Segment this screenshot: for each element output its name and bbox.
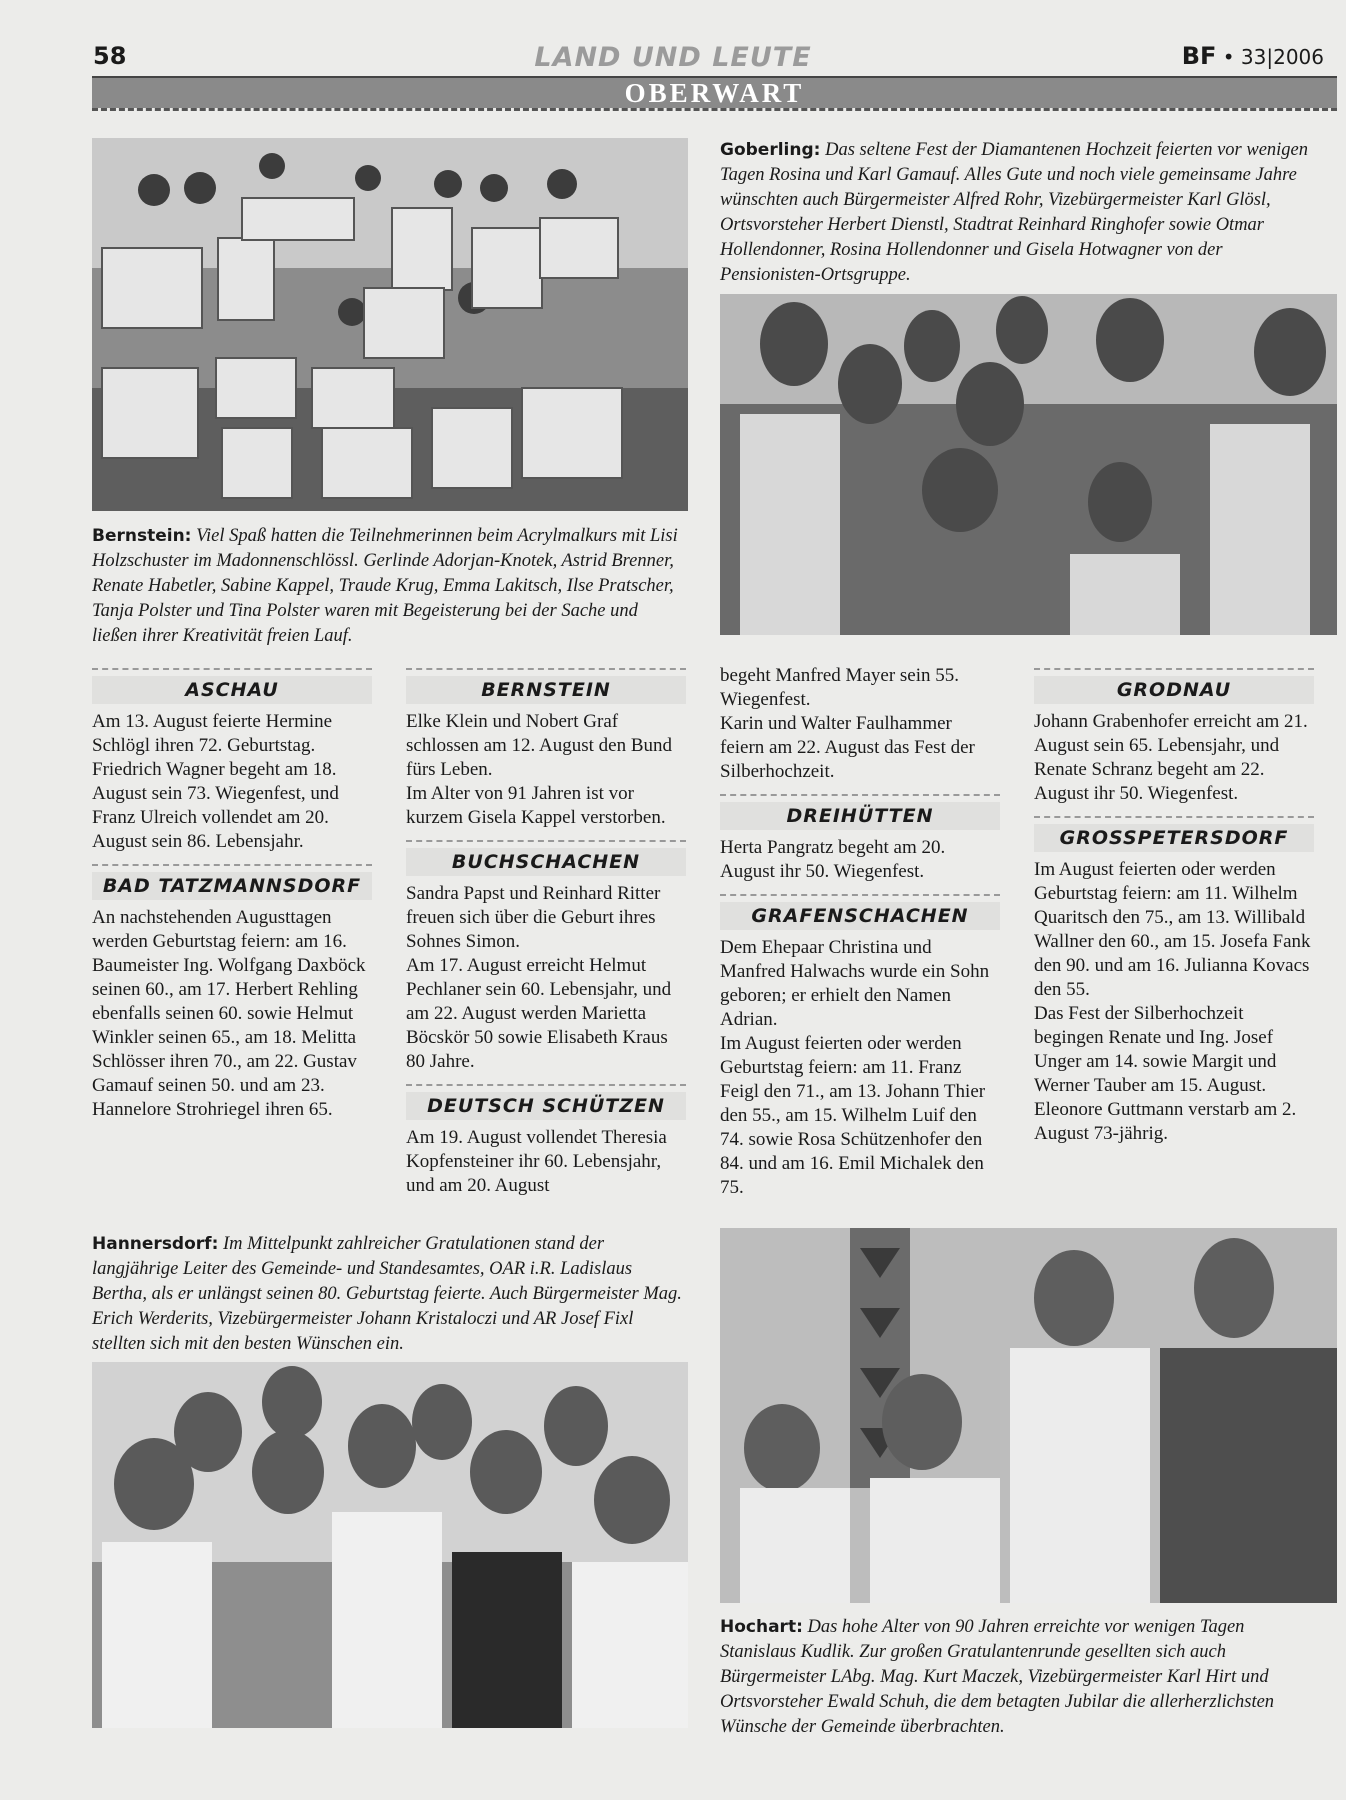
caption-place: Hannersdorf:	[92, 1234, 219, 1254]
paragraph: Im August feierten oder werden Geburtstag feiern: am 11. Franz Feigl den 71., am 13. Johann Thier den 55., am 15. Wilhelm Luif den 74. sowie Rosa Schützenhofer den 84. und am 16. Emil Michalek den 75.	[720, 1033, 986, 1198]
region-bar	[92, 76, 1337, 108]
caption-place: Goberling:	[720, 140, 821, 160]
issue-number: 33|2006	[1240, 45, 1324, 69]
heading-dreihuetten	[720, 794, 1000, 830]
photo-hochart	[720, 1228, 1337, 1603]
header-divider	[92, 108, 1337, 111]
paragraph: Sandra Papst und Reinhard Ritter freuen sich über die Geburt ihres Sohnes Simon.	[406, 883, 661, 952]
paragraph: begeht Manfred Mayer sein 55. Wiegenfest.	[720, 665, 960, 710]
caption-place: Hochart:	[720, 1617, 803, 1637]
heading-grodnau	[1034, 668, 1314, 704]
photo-hannersdorf	[92, 1362, 688, 1728]
section-title: LAND UND LEUTE	[534, 42, 812, 73]
heading-text: BUCHSCHACHEN	[406, 848, 686, 876]
caption-hannersdorf	[92, 1232, 682, 1357]
paragraph: Dem Ehepaar Christina und Manfred Halwachs wurde ein Sohn geboren; er erhielt den Namen Adrian.	[720, 937, 990, 1030]
heading-grafenschachen	[720, 894, 1000, 930]
paragraph: Eleonore Guttmann verstarb am 2. August 73-jährig.	[1034, 1099, 1297, 1144]
paragraph: Friedrich Wagner begeht am 18. August sein 73. Wiegenfest, und Franz Ulreich vollendet am 20. August sein 86. Lebensjahr.	[92, 759, 339, 852]
heading-bad-tatzmannsdorf	[92, 864, 372, 900]
paragraph: An nachstehenden Augusttagen werden Geburtstag feiern: am 16. Baumeister Ing. Wolfgang Daxböck seinen 60., am 17. Herbert Rehling ebenfalls seinen 60. sowie Helmut Winkler seinen 65., am 18. Melitta Schlösser ihren 70., am 22. Gustav Gamauf seinen 50. und am 23. Hannelore Strohriegel ihren 65.	[92, 907, 366, 1120]
caption-hochart	[720, 1615, 1320, 1740]
heading-aschau	[92, 668, 372, 704]
photo-hochart-image	[720, 1228, 1337, 1603]
heading-text: DREIHÜTTEN	[720, 802, 1000, 830]
column-3	[720, 664, 1000, 1200]
heading-grosspetersdorf	[1034, 816, 1314, 852]
caption-text: Viel Spaß hatten die Teilnehmerinnen beim Acrylmalkurs mit Lisi Holzschuster im Madonnenschlössl. Gerlinde Adorjan-Knotek, Astrid Brenner, Renate Habetler, Sabine Kappel, Traude Krug, Emma Lakitsch, Ilse Pratscher, Tanja Polster und Tina Polster waren mit Begeisterung bei der Sache und ließen ihrer Kreativität freien Lauf.	[92, 526, 678, 646]
caption-text: Das seltene Fest der Diamantenen Hochzeit feierten vor wenigen Tagen Rosina und Karl Gamauf. Alles Gute und noch viele gemeinsame Jahre wünschten auch Bürgermeister Alfred Rohr, Vizebürgermeister Karl Glösl, Ortsvorsteher Herbert Dienstl, Stadtrat Reinhard Ringhofer sowie Otmar Hollendonner, Rosina Hollendonner und Gisela Hotwagner von der Pensionisten-Ortsgruppe.	[720, 140, 1309, 285]
caption-text: Das hohe Alter von 90 Jahren erreichte vor wenigen Tagen Stanislaus Kudlik. Zur großen Gratulantenrunde gesellten sich auch Bürgermeister LAbg. Mag. Kurt Maczek, Vizebürgermeister Karl Hirt und Ortsvorsteher Ewald Schuh, die dem betagten Jubilar die allerherzlichsten Wünsche der Gemeinde überbrachten.	[720, 1617, 1275, 1737]
caption-place: Bernstein:	[92, 526, 192, 546]
paragraph: Elke Klein und Nobert Graf schlossen am 12. August den Bund fürs Leben.	[406, 711, 672, 780]
issue-info	[1182, 42, 1324, 70]
separator: •	[1222, 45, 1235, 69]
paragraph: Am 17. August erreicht Helmut Pechlaner sein 60. Lebensjahr, und am 22. August werden Marietta Böcskör 50 sowie Elisabeth Kraus 80 Jahre.	[406, 955, 672, 1072]
photo-bernstein-image	[92, 138, 688, 511]
heading-text: BERNSTEIN	[406, 676, 686, 704]
photo-hannersdorf-image	[92, 1362, 688, 1728]
heading-buchschachen	[406, 840, 686, 876]
column-1	[92, 668, 372, 1122]
paragraph: Das Fest der Silberhochzeit begingen Renate und Ing. Josef Unger am 14. sowie Margit und Werner Tauber am 15. August.	[1034, 1003, 1277, 1096]
heading-text: GRAFENSCHACHEN	[720, 902, 1000, 930]
heading-text: GROSSPETERSDORF	[1034, 824, 1314, 852]
publication-name: BF	[1181, 42, 1217, 70]
paragraph: Im Alter von 91 Jahren ist vor kurzem Gisela Kappel verstorben.	[406, 783, 666, 828]
page-number: 58	[93, 42, 127, 70]
heading-text: ASCHAU	[92, 676, 372, 704]
caption-goberling	[720, 138, 1310, 288]
caption-text: Im Mittelpunkt zahlreicher Gratulationen stand der langjährige Leiter des Gemeinde- und Standesamtes, OAR i.R. Ladislaus Bertha, als er unlängst seinen 80. Geburtstag feierte. Auch Bürgermeister Mag. Erich Werderits, Vizebürgermeister Johann Kristaloczi und AR Josef Fixl stellten sich mit den besten Wünschen ein.	[92, 1234, 682, 1354]
region-title: OBERWART	[624, 78, 805, 108]
caption-bernstein	[92, 524, 682, 649]
heading-deutsch-schuetzen	[406, 1084, 686, 1120]
paragraph: Am 13. August feierte Hermine Schlögl ihren 72. Geburtstag.	[92, 711, 333, 756]
paragraph: Am 19. August vollendet Theresia Kopfensteiner ihr 60. Lebensjahr, und am 20. August	[406, 1127, 667, 1196]
heading-bernstein	[406, 668, 686, 704]
photo-bernstein	[92, 138, 688, 511]
column-4	[1034, 668, 1314, 1146]
photo-goberling	[720, 294, 1337, 635]
paragraph: Karin und Walter Faulhammer feiern am 22. August das Fest der Silberhochzeit.	[720, 713, 975, 782]
paragraph: Im August feierten oder werden Geburtstag feiern: am 11. Wilhelm Quaritsch den 75., am 13. Willibald Wallner den 60., am 15. Josefa Fank den 90. und am 16. Julianna Kovacs den 55.	[1034, 859, 1311, 1000]
heading-text: GRODNAU	[1034, 676, 1314, 704]
heading-text: DEUTSCH SCHÜTZEN	[406, 1092, 686, 1120]
column-2	[406, 668, 686, 1198]
paragraph: Johann Grabenhofer erreicht am 21. August sein 65. Lebensjahr, und Renate Schranz begeht am 22. August ihr 50. Wiegenfest.	[1034, 711, 1308, 804]
paragraph: Herta Pangratz begeht am 20. August ihr 50. Wiegenfest.	[720, 837, 946, 882]
photo-goberling-image	[720, 294, 1337, 635]
heading-text: BAD TATZMANNSDORF	[92, 872, 372, 900]
